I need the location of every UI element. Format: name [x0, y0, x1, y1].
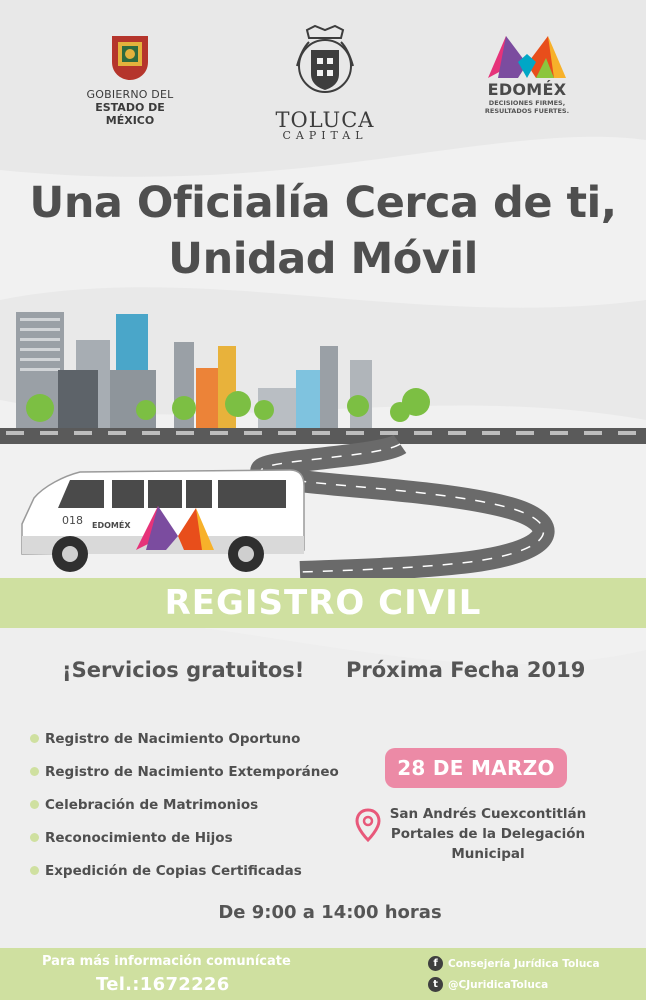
- date-badge: [385, 748, 567, 788]
- service-label: Expedición de Copias Certificadas: [45, 862, 302, 879]
- toluca-line1: TOLUCA: [275, 108, 375, 132]
- service-label: Reconocimiento de Hijos: [45, 829, 233, 846]
- services-list: [30, 722, 370, 887]
- twitter-icon: t: [428, 977, 443, 992]
- service-label: Registro de Nacimiento Oportuno: [45, 730, 301, 747]
- service-item: [30, 755, 370, 788]
- page-title: [0, 175, 646, 287]
- edomex-slogan1: DECISIONES FIRMES,: [488, 99, 566, 107]
- facebook-link[interactable]: [428, 956, 600, 971]
- edomex-slogan2: RESULTADOS FUERTES.: [484, 107, 570, 115]
- van-number: 018: [62, 514, 83, 527]
- gobierno-line1: GOBIERNO DEL: [86, 88, 174, 101]
- van-brand: EDOMÉX: [92, 521, 131, 530]
- title-line1: Una Oficialía Cerca de ti,: [29, 178, 617, 228]
- gobierno-line2: ESTADO DE MÉXICO: [95, 101, 165, 127]
- edomex-logo: [478, 34, 576, 115]
- location-text: [388, 804, 588, 864]
- edomex-m-logo-icon: [484, 34, 570, 80]
- twitter-link[interactable]: [428, 977, 548, 992]
- bullet-icon: [30, 833, 39, 842]
- service-item: [30, 854, 370, 887]
- bullet-icon: [30, 800, 39, 809]
- location-line1: San Andrés Cuexcontitlán: [389, 806, 587, 822]
- state-coat-of-arms-icon: [108, 32, 152, 82]
- toluca-logo: [262, 22, 388, 142]
- city-road-van-illustration: [0, 300, 646, 578]
- service-label: Celebración de Matrimonios: [45, 796, 259, 813]
- toluca-crest-icon: [293, 22, 357, 106]
- footer-info: Para más información comunícate: [42, 954, 291, 969]
- bullet-icon: [30, 866, 39, 875]
- edomex-name: EDOMÉX: [487, 80, 567, 99]
- location-pin-icon: [355, 808, 381, 842]
- footer: [0, 948, 646, 1000]
- service-label: Registro de Nacimiento Extemporáneo: [45, 763, 339, 780]
- registro-civil-band: [0, 578, 646, 628]
- footer-phone: Tel.:1672226: [96, 974, 230, 995]
- facebook-label: Consejería Jurídica Toluca: [448, 957, 600, 970]
- upper-road: [0, 428, 646, 444]
- bullet-icon: [30, 767, 39, 776]
- location-line3: Municipal: [451, 846, 525, 862]
- location-line2: Portales de la Delegación: [390, 826, 586, 842]
- title-line2: Unidad Móvil: [168, 234, 478, 284]
- facebook-icon: f: [428, 956, 443, 971]
- toluca-line2: CAPITAL: [282, 129, 368, 142]
- service-item: [30, 722, 370, 755]
- twitter-label: @CJuridicaToluca: [448, 978, 549, 991]
- hours-text: De 9:00 a 14:00 horas: [218, 902, 442, 923]
- date-label: 28 DE MARZO: [397, 756, 555, 780]
- service-item: [30, 788, 370, 821]
- next-date-heading: Próxima Fecha 2019: [346, 658, 586, 682]
- gobierno-logo: [72, 32, 188, 127]
- services-heading: ¡Servicios gratuitos!: [62, 658, 305, 682]
- service-item: [30, 821, 370, 854]
- band-label: REGISTRO CIVIL: [164, 583, 482, 623]
- bullet-icon: [30, 734, 39, 743]
